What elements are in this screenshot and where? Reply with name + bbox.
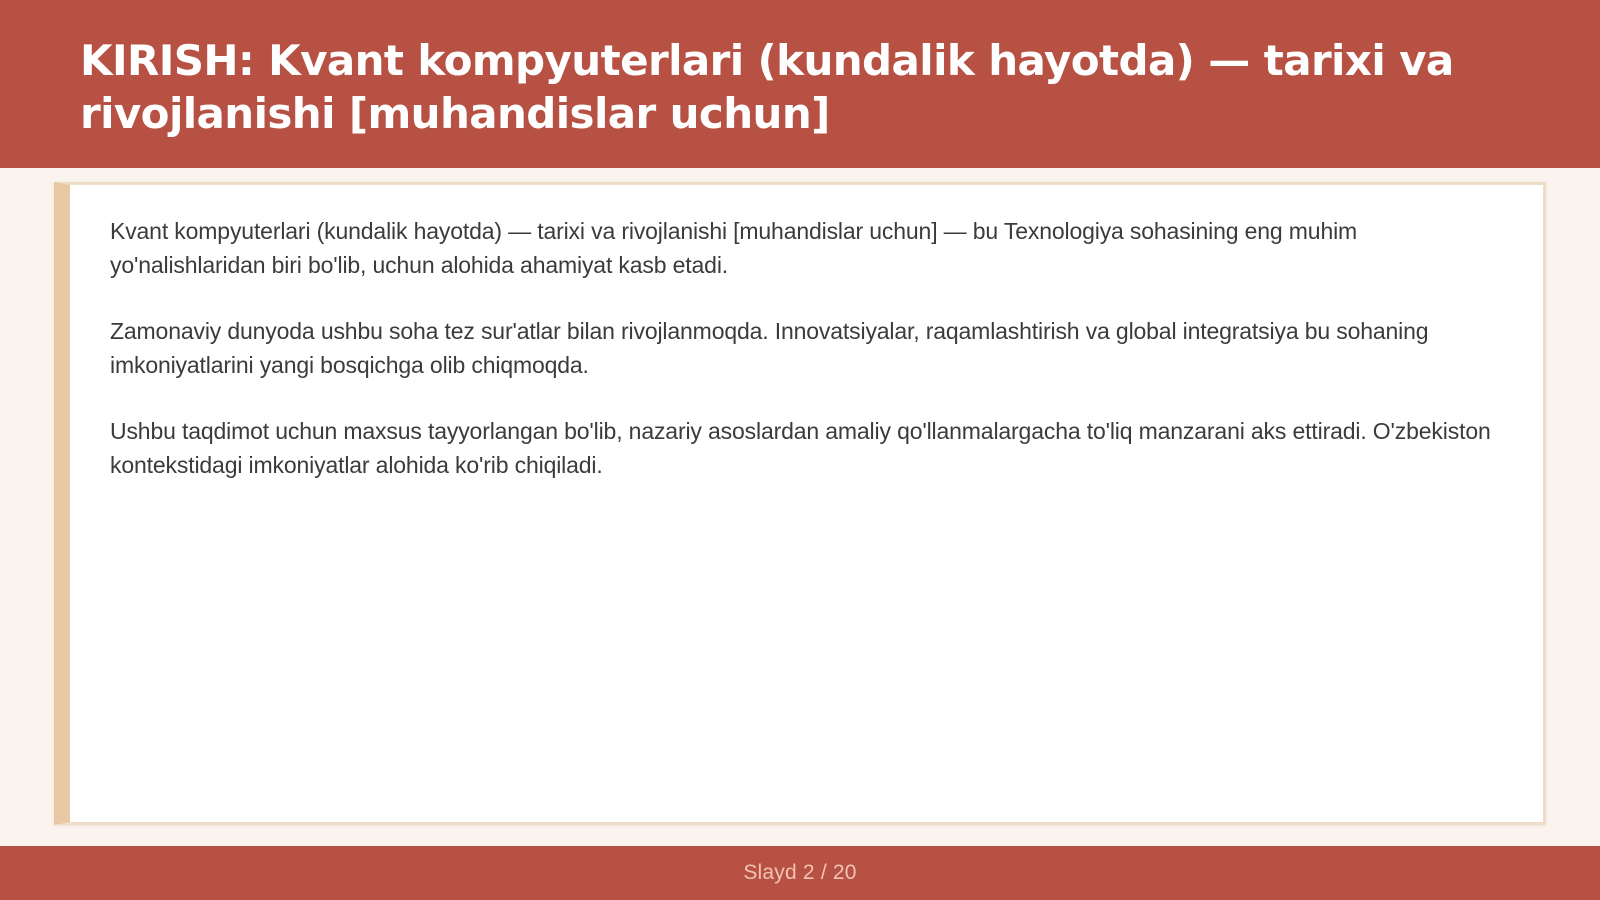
intro-paragraph: Kvant kompyuterlari (kundalik hayotda) — tarixi va rivojlanishi [muhandislar uchun] — bu Texnologiya sohasining eng muhim yo'nalishlaridan biri bo'lib, uchun alohida ahamiyat kasb etadi. — [110, 218, 1358, 278]
slide-footer — [0, 846, 1600, 900]
slide-title: KIRISH: Kvant kompyuterlari (kundalik hayotda) — tarixi va rivojlanishi [muhandislar uchun] — [80, 36, 1454, 138]
purpose-paragraph: Ushbu taqdimot uchun maxsus tayyorlangan bo'lib, nazariy asoslardan amaliy qo'llanmalargacha to'liq manzarani aks ettiradi. O'zbekiston kontekstidagi imkoniyatlar alohida ko'rib chiqiladi. — [110, 418, 1491, 478]
content-body — [110, 215, 1510, 515]
content-card — [54, 182, 1546, 825]
slide-header — [0, 0, 1600, 168]
context-paragraph: Zamonaviy dunyoda ushbu soha tez sur'atlar bilan rivojlanmoqda. Innovatsiyalar, raqamlashtirish va global integratsiya bu sohaning imkoniyatlarini yangi bosqichga olib chiqmoqda. — [110, 318, 1429, 378]
slide-counter: Slayd 2 / 20 — [743, 861, 857, 884]
